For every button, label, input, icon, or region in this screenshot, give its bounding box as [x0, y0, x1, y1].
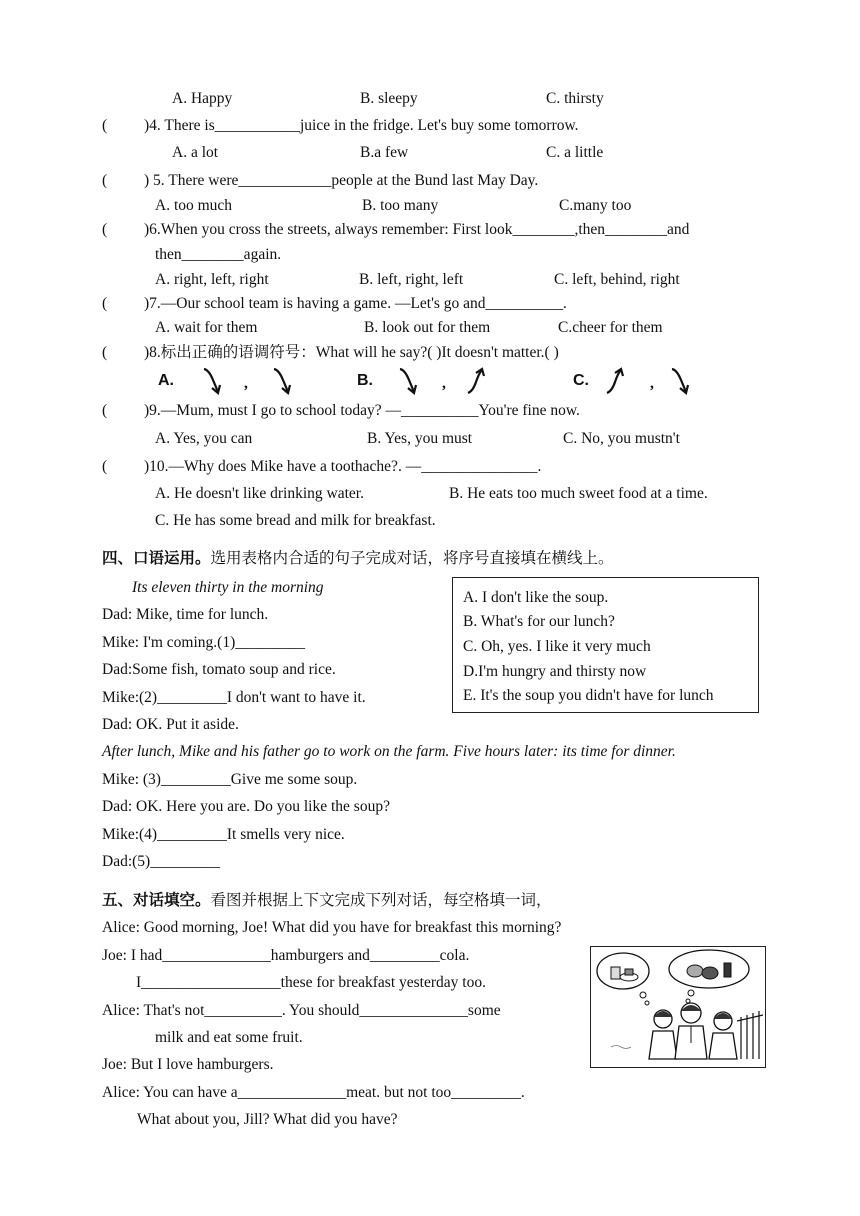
q10-option-a: A. He doesn't like drinking water.	[155, 485, 364, 502]
box-option-b: B. What's for our lunch?	[463, 613, 615, 630]
q10-option-c: C. He has some bread and milk for breakfast.	[155, 512, 436, 529]
dialog-line: Mike:(2)_________I don't want to have it.	[102, 689, 366, 706]
q9-option-c: C. No, you mustn't	[563, 430, 680, 447]
q4-paren: (	[102, 117, 108, 134]
q7-stem: )7.—Our school team is having a game. —Let's go and__________.	[144, 295, 567, 312]
dialog-line: What about you, Jill? What did you have?	[137, 1111, 398, 1128]
rising-arrow-icon	[603, 366, 627, 396]
rising-arrow-icon	[464, 366, 488, 396]
answer-options-box	[452, 577, 759, 713]
dialog-line: Dad: OK. Put it aside.	[102, 716, 239, 733]
dialog-line: Mike: I'm coming.(1)_________	[102, 634, 305, 651]
q8-stem: )8.标出正确的语调符号：What will he say?( )It doesn't matter.( )	[144, 344, 559, 361]
children-breakfast-illustration	[590, 946, 766, 1068]
q8-option-c-label: C.	[573, 372, 589, 389]
cartoon-children-icon	[591, 947, 764, 1066]
section5-heading-rest: 看图并根据上下文完成下列对话，每空格填一词，	[210, 892, 552, 909]
q5-stem: ) 5. There were____________people at the Bund last May Day.	[144, 172, 539, 189]
q7-option-b: B. look out for them	[364, 319, 491, 336]
q8-option-a-label: A.	[158, 372, 174, 389]
dialog-line: Joe: I had______________hamburgers and_________cola.	[102, 947, 470, 964]
dialog-line: Alice: That's not__________. You should______________some	[102, 1002, 501, 1019]
section5-heading-bold: 五、对话填空。	[102, 892, 211, 909]
q10-option-b: B. He eats too much sweet food at a time.	[449, 485, 708, 502]
q4-stem: )4. There is___________juice in the fridge. Let's buy some tomorrow.	[144, 117, 579, 134]
dialog-line: milk and eat some fruit.	[155, 1029, 303, 1046]
q7-option-c: C.cheer for them	[558, 319, 663, 336]
q3-option-a: A. Happy	[172, 90, 233, 107]
dialog-line: Joe: But I love hamburgers.	[102, 1056, 274, 1073]
q6-stem: )6.When you cross the streets, always remember: First look________,then________and	[144, 221, 690, 238]
q8-option-b-comma: ,	[442, 375, 446, 392]
dialog-line: Alice: You can have a______________meat. but not too_________.	[102, 1084, 525, 1101]
q8-option-a-comma: ,	[244, 375, 248, 392]
q10-paren: (	[102, 458, 108, 475]
box-option-e: E. It's the soup you didn't have for lunch	[463, 687, 714, 704]
dialog-line: Alice: Good morning, Joe! What did you have for breakfast this morning?	[102, 919, 562, 936]
q6-option-c: C. left, behind, right	[554, 271, 680, 288]
q5-option-c: C.many too	[559, 197, 632, 214]
q5-paren: (	[102, 172, 108, 189]
q9-option-b: B. Yes, you must	[367, 430, 473, 447]
q4-option-b: B.a few	[360, 144, 409, 161]
dialog-line: Dad: OK. Here you are. Do you like the soup?	[102, 798, 390, 815]
q4-option-a: A. a lot	[172, 144, 219, 161]
dialog-line: I__________________these for breakfast yesterday too.	[136, 974, 486, 991]
section4-heading-rest: 选用表格内合适的句子完成对话，将序号直接填在横线上。	[210, 550, 614, 567]
q8-paren: (	[102, 344, 108, 361]
section4-scene2: After lunch, Mike and his father go to work on the farm. Five hours later: its time for dinner.	[102, 743, 676, 760]
q4-option-c: C. a little	[546, 144, 604, 161]
q6-stem-continued: then________again.	[155, 246, 282, 263]
falling-arrow-icon	[270, 366, 294, 396]
box-option-a: A. I don't like the soup.	[463, 589, 609, 606]
dialog-line: Dad: Mike, time for lunch.	[102, 606, 269, 623]
falling-arrow-icon	[396, 366, 420, 396]
q6-option-b: B. left, right, left	[359, 271, 464, 288]
falling-arrow-icon	[668, 366, 692, 396]
q6-paren: (	[102, 221, 108, 238]
q5-option-b: B. too many	[362, 197, 439, 214]
q6-option-a: A. right, left, right	[155, 271, 269, 288]
box-option-d: D.I'm hungry and thirsty now	[463, 663, 647, 680]
q3-option-b: B. sleepy	[360, 90, 418, 107]
box-option-c: C. Oh, yes. I like it very much	[463, 638, 651, 655]
q9-paren: (	[102, 402, 108, 419]
section4-heading	[102, 549, 614, 569]
q8-option-c-comma: ,	[650, 375, 654, 392]
section5-heading	[102, 891, 552, 911]
q10-stem: )10.—Why does Mike have a toothache?. —_______________.	[144, 458, 542, 475]
section4-heading-bold: 四、口语运用。	[102, 550, 211, 567]
q5-option-a: A. too much	[155, 197, 233, 214]
dialog-line: Mike:(4)_________It smells very nice.	[102, 826, 345, 843]
q9-option-a: A. Yes, you can	[155, 430, 253, 447]
falling-arrow-icon	[200, 366, 224, 396]
dialog-line: Dad:(5)_________	[102, 853, 220, 870]
q3-option-c: C. thirsty	[546, 90, 604, 107]
q7-paren: (	[102, 295, 108, 312]
section4-scene1: Its eleven thirty in the morning	[132, 579, 324, 596]
q7-option-a: A. wait for them	[155, 319, 258, 336]
q9-stem: )9.—Mum, must I go to school today? —__________You're fine now.	[144, 402, 580, 419]
dialog-line: Mike: (3)_________Give me some soup.	[102, 771, 358, 788]
dialog-line: Dad:Some fish, tomato soup and rice.	[102, 661, 336, 678]
q8-option-b-label: B.	[357, 372, 373, 389]
